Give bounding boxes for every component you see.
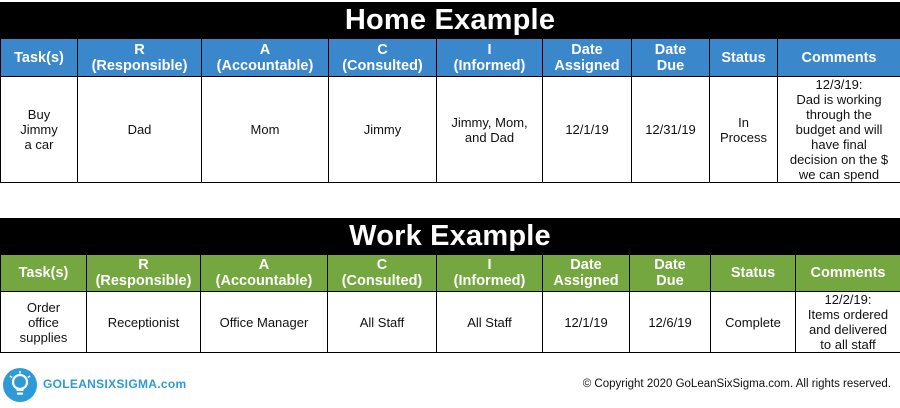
cell-task: Order office supplies: [1, 292, 87, 353]
copyright-text: © Copyright 2020 GoLeanSixSigma.com. All rights reserved.: [582, 378, 891, 390]
footer: [0, 364, 900, 408]
home-example-section: [0, 2, 900, 183]
logo-wordmark: GOLEANSIXSIGMA.com: [43, 377, 187, 391]
home-raci-table: [0, 38, 900, 183]
table-row: [1, 77, 900, 183]
cell-informed: All Staff: [437, 292, 543, 353]
header-date-due: Date Due: [632, 39, 710, 77]
cell-responsible: Dad: [78, 77, 202, 183]
header-comments: Comments: [796, 255, 900, 292]
header-comments: Comments: [778, 39, 900, 77]
work-example-section: [0, 218, 900, 353]
header-accountable: A (Accountable): [201, 255, 328, 292]
cell-informed: Jimmy, Mom, and Dad: [437, 77, 543, 183]
header-consulted: C (Consulted): [328, 255, 437, 292]
lightbulb-icon: [3, 368, 37, 402]
cell-task: Buy Jimmy a car: [1, 77, 78, 183]
header-date-assigned: Date Assigned: [543, 39, 632, 77]
table-header-row: [1, 39, 900, 77]
cell-date-due: 12/6/19: [630, 292, 711, 353]
home-example-title: Home Example: [0, 2, 900, 38]
header-date-due: Date Due: [630, 255, 711, 292]
header-informed: I (Informed): [437, 39, 543, 77]
cell-date-assigned: 12/1/19: [543, 292, 630, 353]
work-raci-table: [0, 254, 900, 353]
cell-status: In Process: [710, 77, 778, 183]
table-header-row: [1, 255, 900, 292]
header-status: Status: [711, 255, 796, 292]
cell-comments: 12/3/19: Dad is working through the budget and will have final decision on the $ we can spend: [778, 77, 900, 183]
header-tasks: Task(s): [1, 255, 87, 292]
header-responsible: R (Responsible): [87, 255, 201, 292]
header-status: Status: [710, 39, 778, 77]
header-responsible: R (Responsible): [78, 39, 202, 77]
cell-date-due: 12/31/19: [632, 77, 710, 183]
cell-consulted: Jimmy: [329, 77, 437, 183]
cell-status: Complete: [711, 292, 796, 353]
work-example-title: Work Example: [0, 218, 900, 254]
table-row: [1, 292, 900, 353]
cell-accountable: Office Manager: [201, 292, 328, 353]
cell-date-assigned: 12/1/19: [543, 77, 632, 183]
header-consulted: C (Consulted): [329, 39, 437, 77]
header-accountable: A (Accountable): [202, 39, 329, 77]
cell-responsible: Receptionist: [87, 292, 201, 353]
header-date-assigned: Date Assigned: [543, 255, 630, 292]
header-tasks: Task(s): [1, 39, 78, 77]
cell-accountable: Mom: [202, 77, 329, 183]
cell-consulted: All Staff: [328, 292, 437, 353]
header-informed: I (Informed): [437, 255, 543, 292]
cell-comments: 12/2/19: Items ordered and delivered to all staff: [796, 292, 900, 353]
